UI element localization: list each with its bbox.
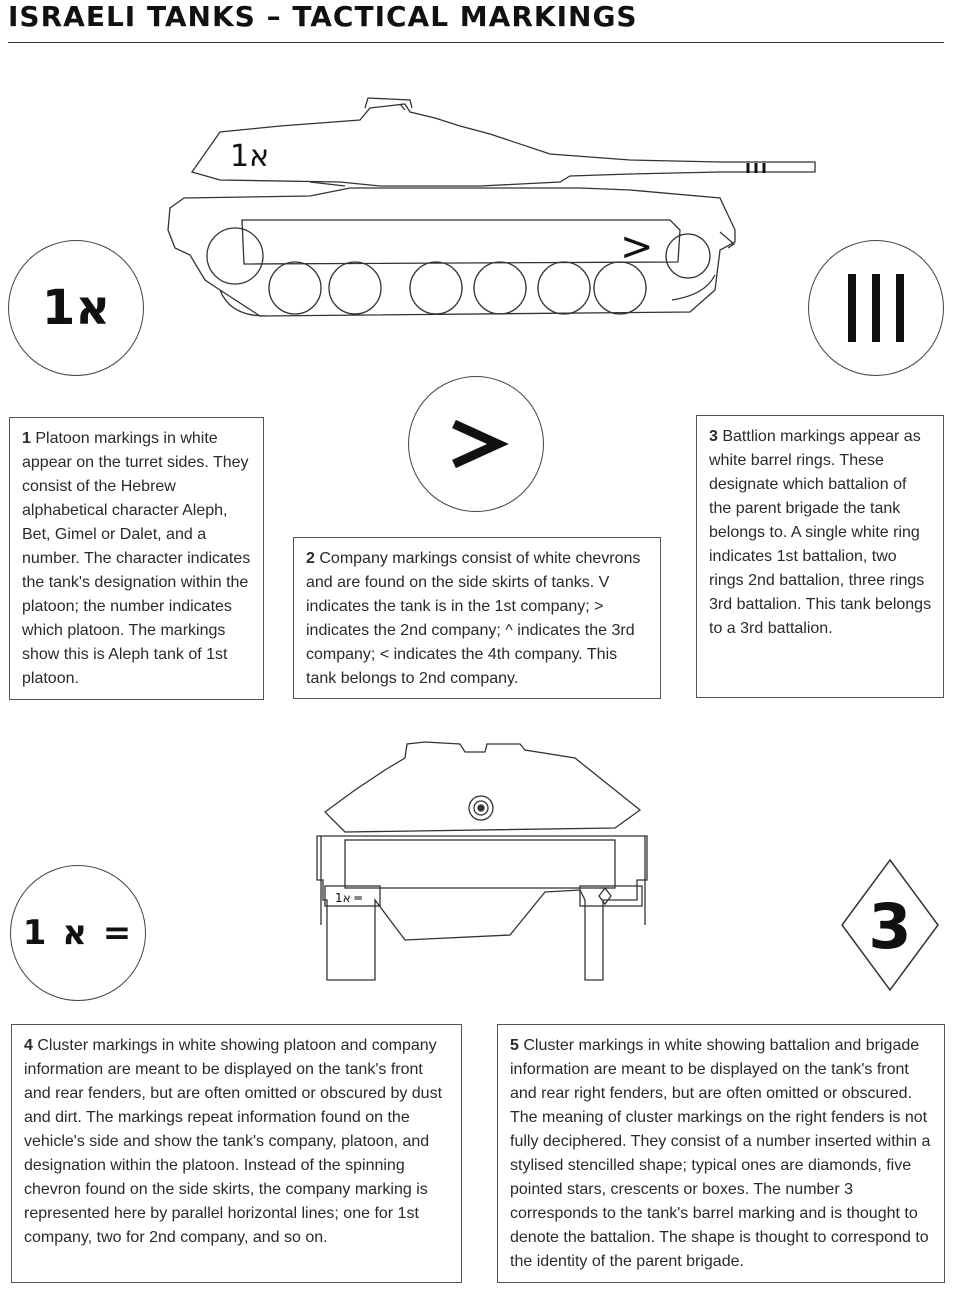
caption-number: 1 (22, 430, 31, 447)
title-rule (8, 42, 944, 43)
caption-number: 5 (510, 1037, 519, 1054)
caption-text: Cluster markings in white showing battalion and brigade information are meant to be displayed on the tank's front and rear right fenders, but are often omitted or obscured. The meaning of cluster markings on the right fenders is not fully deciphered. They consist of a number inserted within a stylised stencilled shape; typical ones are diamonds, five pointed stars, crescents or boxes. The number 3 corresponds to the tank's barrel marking and is thought to denote the battalion. The shape is thought to correspond to the identity of the parent brigade. (510, 1037, 931, 1270)
fender-cluster-marking: א1 ═ (335, 891, 362, 905)
company-marking-circle (408, 376, 544, 512)
cluster-marking-circle (10, 865, 146, 1001)
platoon-marking: א1 (41, 280, 111, 336)
turret-marking-label: א1 (230, 139, 270, 174)
caption-text: Company markings consist of white chevrons and are found on the side skirts of tanks. V indicates the tank is in the 1st company; > indicates the 2nd company; ^ indicates the 3rd company; < indicates the 4th company. This tank belongs to 2nd company. (306, 550, 641, 687)
diamond-number: 3 (868, 890, 912, 963)
diamond-marking (840, 858, 940, 992)
barrel-rings-icon (844, 268, 908, 348)
caption-box-3 (696, 415, 944, 698)
caption-number: 2 (306, 550, 315, 567)
caption-box-4 (11, 1024, 462, 1283)
page-title: ISRAELI TANKS – TACTICAL MARKINGS (8, 0, 638, 33)
caption-number: 3 (709, 428, 718, 445)
caption-box-1 (9, 417, 264, 700)
chevron-icon (448, 416, 504, 472)
caption-box-5 (497, 1024, 945, 1283)
skirt-chevron-label: > (620, 224, 654, 270)
tank-rear-view-illustration (315, 740, 655, 985)
caption-text: Cluster markings in white showing platoon and company information are meant to be displayed on the tank's front and rear fenders, but are often omitted or obscured by dust and dirt. The markings repeat information found on the vehicle's side and show the tank's company, platoon, and designation within the platoon. Instead of the spinning chevron found on the side skirts, the company marking is represented here by parallel horizontal lines; one for 1st company, two for 2nd company, and so on. (24, 1037, 443, 1246)
caption-text: Platoon markings in white appear on the turret sides. They consist of the Hebrew alphabetical character Aleph, Bet, Gimel or Dalet, and a number. The character indicates the tank's designation within the platoon; the number indicates which platoon. The markings show this is Aleph tank of 1st platoon. (22, 430, 251, 687)
caption-text: Battlion markings appear as white barrel rings. These designate which battalion of the parent brigade the tank belongs to. A single white ring indicates 1st battalion, two rings 2nd battalion, three rings 3rd battalion. This tank belongs to a 3rd battalion. (709, 428, 932, 637)
caption-number: 4 (24, 1037, 33, 1054)
caption-box-2 (293, 537, 661, 699)
cluster-marking: א 1 = (22, 913, 134, 953)
platoon-marking-circle (8, 240, 144, 376)
battalion-marking-circle (808, 240, 944, 376)
tank-side-view-illustration (160, 90, 840, 330)
